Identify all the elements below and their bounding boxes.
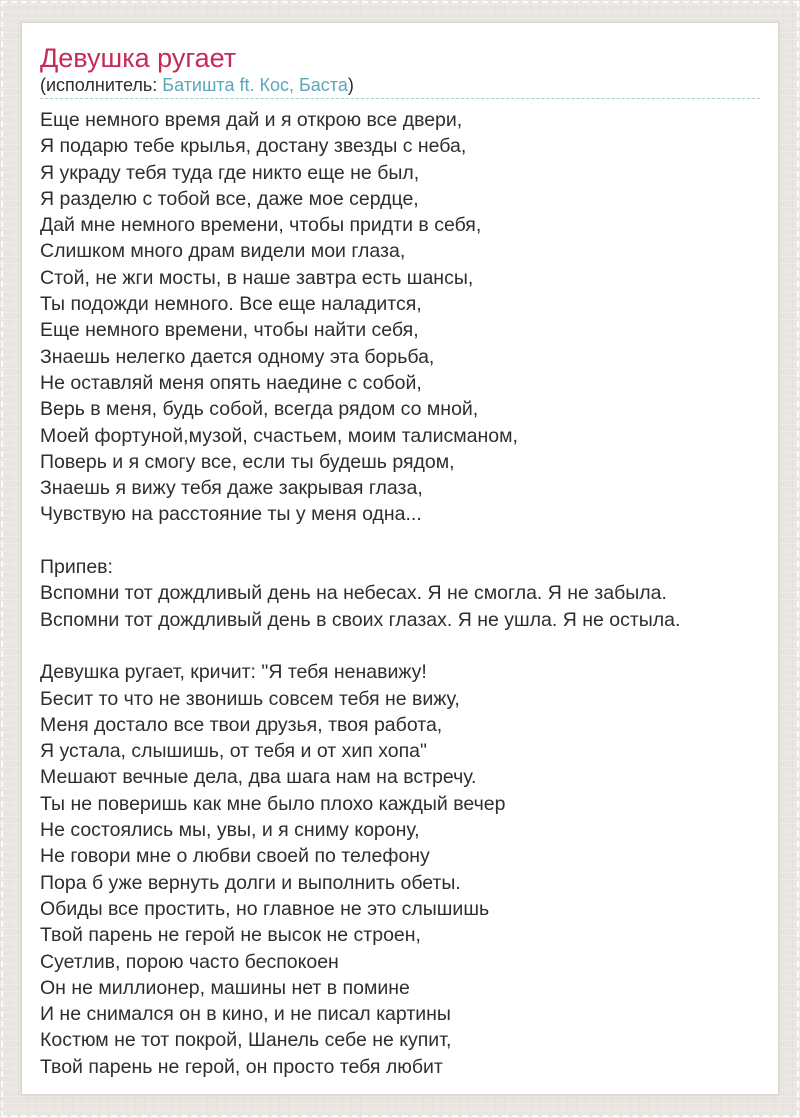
lyric-line: Я украду тебя туда где никто еще не был,	[40, 161, 420, 184]
lyric-line: Я подарю тебе крылья, достану звезды с неба,	[40, 135, 467, 158]
lyric-line: Чувствую на расстояние ты у меня одна...	[40, 503, 422, 526]
lyric-line: Поверь и я смогу все, если ты будешь рядом,	[40, 450, 455, 473]
lyric-line: Не говори мне о любви своей по телефону	[40, 845, 430, 868]
lyric-line: Суетлив, порою часто беспокоен	[40, 950, 339, 973]
lyric-line: Пора б уже вернуть долги и выполнить обеты.	[40, 871, 461, 894]
lyric-line	[40, 633, 760, 659]
performer-suffix: )	[347, 75, 354, 95]
lyrics-card	[21, 22, 779, 1095]
lyric-line: Еще немного времени, чтобы найти себя,	[40, 319, 419, 342]
lyric-line: Ты подожди немного. Все еще наладится,	[40, 293, 422, 316]
artist-link[interactable]: Батишта ft. Кос, Баста	[162, 75, 348, 95]
lyric-line: Я разделю с тобой все, даже мое сердце,	[40, 187, 419, 210]
lyric-line: Твой парень не герой, он просто тебя любит	[40, 1055, 443, 1078]
lyric-line: Мешают вечные дела, два шага нам на встречу.	[40, 766, 477, 789]
lyric-line: Бесит то что не звонишь совсем тебя не вижу,	[40, 687, 460, 710]
lyric-line: Обиды все простить, но главное не это слышишь	[40, 897, 490, 920]
lyric-line: Меня достало все твои друзья, твоя работа,	[40, 713, 443, 736]
lyric-line: Не оставляй меня опять наедине с собой,	[40, 371, 422, 394]
lyric-line: Вспомни тот дождливый день в своих глазах. Я не ушла. Я не остыла.	[40, 608, 681, 631]
lyric-line: Моей фортуной,музой, счастьем, моим талисманом,	[40, 424, 518, 447]
lyric-line	[40, 528, 760, 554]
lyric-line: Я устала, слышишь, от тебя и от хип хопа"	[40, 740, 427, 763]
song-title: Девушка ругает	[40, 43, 237, 73]
lyric-line: Не состоялись мы, увы, и я сниму корону,	[40, 819, 420, 842]
lyric-line: Слишком много драм видели мои глаза,	[40, 240, 406, 263]
lyric-line: Знаешь я вижу тебя даже закрывая глаза,	[40, 477, 423, 500]
lyric-line: Еще немного время дай и я открою все двери,	[40, 109, 463, 131]
lyrics-text	[40, 107, 760, 1080]
lyric-line: Твой парень не герой не высок не строен,	[40, 924, 421, 947]
lyric-line: Дай мне немного времени, чтобы придти в себя,	[40, 214, 482, 237]
lyric-line: Костюм не тот покрой, Шанель себе не купит,	[40, 1029, 452, 1052]
lyric-line: Девушка ругает, кричит: "Я тебя ненавижу!	[40, 661, 427, 684]
lyric-line: Стой, не жги мосты, в наше завтра есть шансы,	[40, 266, 474, 289]
lyric-line: Вспомни тот дождливый день на небесах. Я не смогла. Я не забыла.	[40, 582, 667, 605]
lyric-line: Верь в меня, будь собой, всегда рядом со мной,	[40, 398, 479, 421]
header-separator	[40, 98, 760, 99]
lyric-line: Он не миллионер, машины нет в помине	[40, 976, 410, 999]
performer-label: (исполнитель:	[40, 75, 163, 95]
lyric-line: И не снимался он в кино, и не писал картины	[40, 1003, 451, 1026]
lyric-line: Ты не поверишь как мне было плохо каждый вечер	[40, 792, 506, 815]
performer-line	[40, 76, 760, 98]
lyric-line: Припев:	[40, 556, 113, 579]
lyric-line: Знаешь нелегко дается одному эта борьба,	[40, 345, 435, 368]
